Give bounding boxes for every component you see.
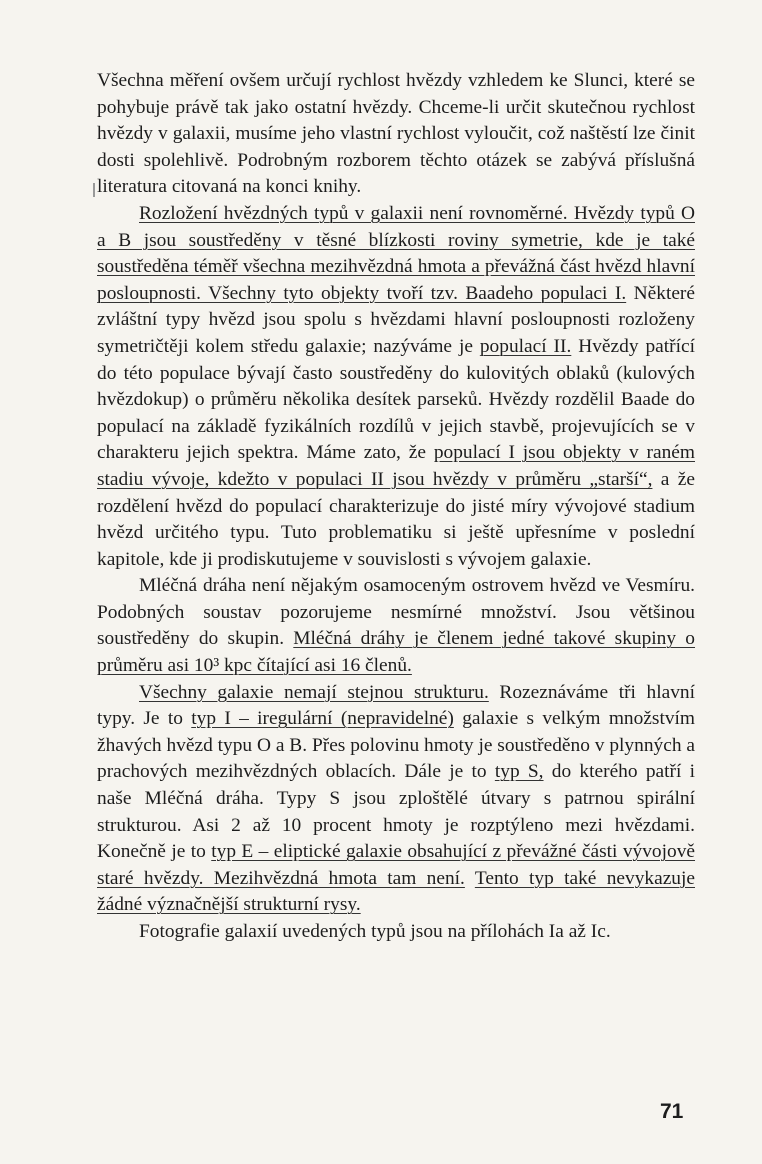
margin-mark: [93, 183, 95, 197]
paragraph-3: [97, 573, 695, 679]
p2-underlined-2: Všechny tyto objekty tvoří tzv. Baadeho populaci I.: [200, 282, 627, 304]
p4-underlined-5: Tento typ také nevykazuje žádné význačnější strukturní rysy.: [97, 867, 695, 916]
p4-underlined-2: typ I – iregulární (nepravidelné): [191, 708, 454, 730]
p4-text-3: do kterého patří i naše Mléčná dráha. Typy S jsou zploštělé útvary s patrnou spirální strukturou. Asi 2 až 10 procent hmoty je rozptýleno mezi hvězdami. Konečně je to: [97, 761, 695, 863]
paragraph-5: [97, 919, 695, 946]
p3-underlined: Mléčná dráhy je členem jedné takové skupiny o průměru asi 10³ kpc čítající asi 16 členů.: [97, 628, 695, 677]
page-number: 71: [660, 1100, 684, 1123]
paragraph-1: [97, 68, 695, 201]
body-text: [97, 68, 695, 946]
p4-underlined-1: Všechny galaxie nemají stejnou strukturu.: [139, 681, 489, 703]
p5-text: Fotografie galaxií uvedených typů jsou na přílohách Ia až Ic.: [139, 921, 611, 942]
p2-underlined-1: Rozložení hvězdných typů v galaxii není rovnoměrné. Hvězdy typů O a B jsou soustředěny v těsné blízkosti roviny symetrie, kde je také soustředěna téměř všechna mezihvězdná hmota a převážná část hvězd hlavní posloupnosti.: [97, 202, 695, 304]
p2-text-3: a že rozdělení hvězd do populací charakterizuje do jisté míry vývojové stadium hvězd určitého typu. Tuto problematiku si ještě upřesníme v poslední kapitole, kde ji prodiskutujeme v souvislosti s vývojem galaxie.: [97, 468, 696, 570]
p2-text-2: Hvězdy patřící do této populace bývají často soustředěny do kulovitých oblaků (kulových hvězdokup) o průměru několika desítek parseků. Hvězdy rozdělil Baade do populací na základě fyzikálních rozdílů v jejich stavbě, projevujících se v charakteru jejich spektra. Máme zato, že: [97, 335, 695, 464]
p4-underlined-3: typ S,: [494, 761, 544, 783]
p3-text: Mléčná dráha není nějakým osamoceným ostrovem hvězd ve Vesmíru. Podobných soustav pozorujeme nesmírné množství. Jsou většinou soustředěny do skupin.: [97, 575, 695, 650]
paragraph-4: [97, 680, 695, 919]
p2-underlined-4: populací I jsou objekty v raném stadiu vývoje, kdežto v populaci II jsou hvězdy v průměru „starší“,: [97, 442, 695, 490]
p1-text: Všechna měření ovšem určují rychlost hvězdy vzhledem ke Slunci, které se pohybuje právě tak jako ostatní hvězdy. Chceme-li určit skutečnou rychlost hvězdy v galaxii, musíme jeho vlastní rychlost vyloučit, což naštěstí lze činit dosti spolehlivě. Podrobným rozborem těchto otázek se zabývá příslušná literatura citovaná na konci knihy.: [97, 70, 695, 198]
p2-text-1: Některé zvláštní typy hvězd jsou spolu s hvězdami hlavní posloupnosti rozloženy symetričtěji kolem středu galaxie; nazýváme je: [97, 282, 695, 357]
p4-underlined-4: typ E – eliptické galaxie obsahující z převážné části vývojově staré hvězdy. Mezihvězdná hmota tam není.: [97, 841, 696, 889]
p2-underlined-3: populací II.: [479, 335, 572, 357]
paragraph-2: [97, 201, 695, 573]
p4-text-1: Rozeznáváme tři hlavní typy. Je to: [97, 681, 695, 730]
p4-text-4: [465, 868, 475, 889]
p4-text-2: galaxie s velkým množstvím žhavých hvězd typu O a B. Přes polovinu hmoty je soustředěno v plynných a prachových mezihvězdných oblacích. Dále je to: [97, 708, 696, 783]
